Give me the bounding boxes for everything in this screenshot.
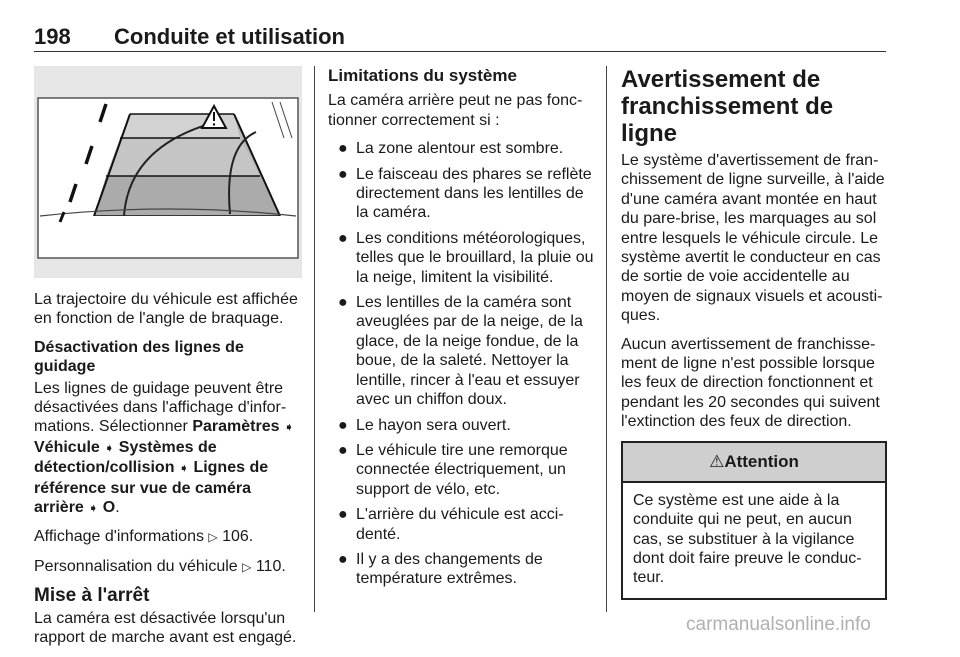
list-item bbox=[328, 416, 596, 435]
page-number: 198 bbox=[34, 24, 71, 49]
figure-caption: La trajectoire du véhicule est affichée en fonction de l'angle de braquage. bbox=[34, 291, 298, 328]
bullet-icon: ● bbox=[338, 441, 348, 459]
arrow-right-icon: ➧ bbox=[283, 420, 294, 435]
menu-item-parametres: Paramètres bbox=[192, 418, 280, 436]
list-item bbox=[328, 293, 596, 409]
deactivation-paragraph: Les lignes de guidage peuvent être désactivées dans l'affichage d'infor-mations. Sélectionner Paramètres ➧ Véhicule ➧ Systèmes de détection/collision ➧ Lignes de référence sur vue de caméra arrière ➧ O. bbox=[34, 379, 294, 517]
limitations-title: Limitations du système bbox=[328, 66, 517, 85]
list-item bbox=[328, 441, 596, 499]
column-divider-1 bbox=[314, 66, 315, 612]
list-item-text: Les lentilles de la caméra sont aveuglées par de la neige, de la glace, de la neige fondue, de la boue, de la saleté. Nettoyer la lentille, rincer à l'eau et essuyer avec un chiffon doux. bbox=[356, 294, 583, 409]
section-title-deactivation: Désactivation des lignes de guidage bbox=[34, 338, 244, 376]
column-3 bbox=[621, 66, 887, 600]
list-item bbox=[328, 550, 596, 589]
bullet-icon: ● bbox=[338, 229, 348, 247]
bullet-icon: ● bbox=[338, 550, 348, 568]
bullet-icon: ● bbox=[338, 140, 348, 158]
toggle-off-symbol: O bbox=[102, 499, 116, 517]
page-ref-icon: ▷ bbox=[208, 530, 218, 545]
list-item bbox=[328, 165, 596, 223]
menu-item-systemes: Systèmes de détection/collision bbox=[34, 438, 217, 477]
list-item bbox=[328, 139, 596, 158]
lane-warning-paragraph-2: Aucun avertissement de franchisse-ment de ligne n'est possible lorsque les feux de direction fonctionnent et pendant les 20 secondes qui suivent l'extinction des feux de direction. bbox=[621, 335, 880, 431]
attention-label: Attention bbox=[724, 451, 799, 471]
list-item bbox=[328, 229, 596, 287]
reference-info-text: Affichage d'informations bbox=[34, 528, 204, 546]
section-title-shutdown: Mise à l'arrêt bbox=[34, 585, 150, 607]
reference-perso-text: Personnalisation du véhicule bbox=[34, 557, 238, 575]
bullet-icon: ● bbox=[338, 506, 348, 524]
rear-camera-figure bbox=[34, 66, 302, 278]
column-1 bbox=[34, 66, 302, 657]
watermark: carmanualsonline.info bbox=[686, 614, 871, 635]
list-item-text: Les conditions météorologiques, telles que le brouillard, la pluie ou la neige, limitent la visibilité. bbox=[356, 229, 594, 286]
menu-item-vehicule: Véhicule bbox=[34, 438, 100, 456]
attention-text: Ce système est une aide à la conduite qui ne peut, en aucun cas, se substituer à la vigilance dont doit faire preuve le conduc-teur. bbox=[633, 491, 862, 587]
header-rule bbox=[34, 51, 886, 52]
page-header bbox=[34, 24, 886, 52]
bullet-icon: ● bbox=[338, 165, 348, 183]
shutdown-paragraph: La caméra est désactivée lorsqu'un rapport de marche avant est engagé. bbox=[34, 609, 297, 647]
reference-personalisation bbox=[34, 557, 302, 577]
list-item-text: Il y a des changements de température extrêmes. bbox=[356, 550, 543, 588]
list-item bbox=[328, 505, 596, 544]
bullet-icon: ● bbox=[338, 416, 348, 434]
lane-warning-title: Avertissement de franchissement de ligne bbox=[621, 66, 834, 147]
rear-camera-illustration bbox=[34, 66, 302, 278]
arrow-right-icon: ➧ bbox=[88, 501, 99, 516]
warning-icon: ⚠ bbox=[709, 451, 725, 471]
chapter-title: Conduite et utilisation bbox=[114, 24, 345, 49]
list-item-text: La zone alentour est sombre. bbox=[356, 140, 564, 158]
column-2 bbox=[328, 66, 596, 595]
attention-header bbox=[623, 443, 885, 483]
arrow-right-icon: ➧ bbox=[178, 461, 189, 476]
list-item-text: Le faisceau des phares se reflète directement dans les lentilles de la caméra. bbox=[356, 165, 592, 222]
reference-info-page: 106. bbox=[222, 528, 254, 546]
column-divider-2 bbox=[606, 66, 607, 612]
list-item-text: Le véhicule tire une remorque connectée électriquement, un support de vélo, etc. bbox=[356, 441, 568, 498]
list-item-text: L'arrière du véhicule est acci-denté. bbox=[356, 506, 564, 543]
lane-warning-paragraph-1: Le système d'avertissement de fran-chissement de ligne surveille, à l'aide d'une caméra avant montée en haut du pare-brise, les marquages au sol entre lesquels le véhicule circule. Le système avertit le conducteur en cas de sortie de voie accidentelle au moyen de signaux visuels et acousti-ques. bbox=[621, 152, 885, 325]
attention-box bbox=[621, 441, 887, 600]
deactivation-text: Les lignes de guidage peuvent être désactivées dans l'affichage d'infor-mations. Sélectionner bbox=[34, 379, 287, 436]
reference-perso-page: 110. bbox=[255, 557, 286, 575]
limitations-list bbox=[328, 139, 596, 589]
list-item-text: Le hayon sera ouvert. bbox=[356, 416, 511, 434]
arrow-right-icon: ➧ bbox=[104, 440, 115, 455]
reference-info bbox=[34, 527, 302, 547]
menu-item-lignes: Lignes de référence sur vue de caméra arrière bbox=[34, 459, 269, 517]
bullet-icon: ● bbox=[338, 294, 348, 312]
limitations-intro: La caméra arrière peut ne pas fonc-tionner correctement si : bbox=[328, 92, 583, 129]
page-ref-icon: ▷ bbox=[242, 559, 252, 574]
